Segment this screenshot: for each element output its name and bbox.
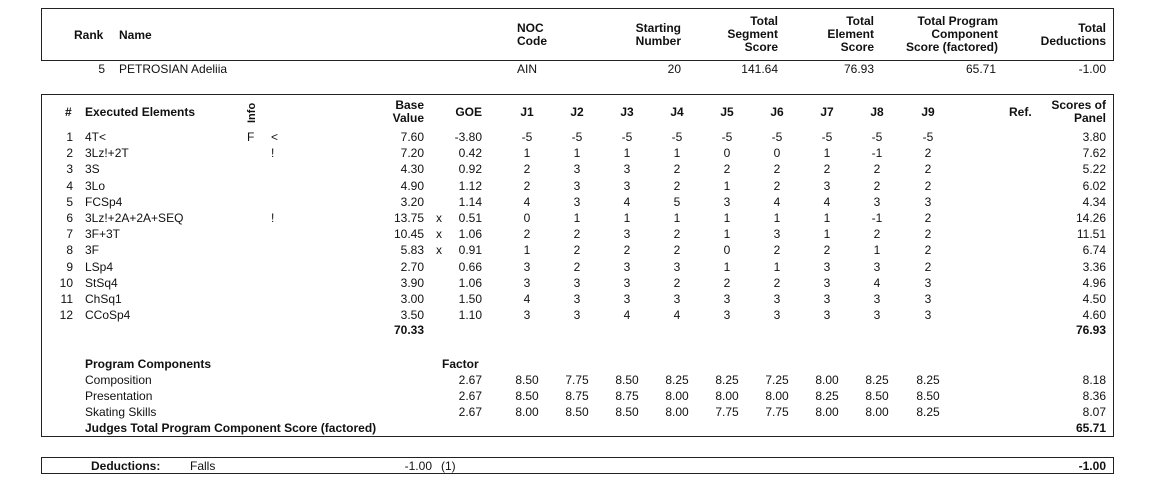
component-judge-score-j7: 8.25: [815, 389, 839, 403]
judge-header-j3: J3: [620, 105, 634, 119]
element-name: LSp4: [85, 259, 114, 274]
element-judge-score-j5: 2: [723, 162, 731, 177]
element-judge-score-j6: 4: [773, 194, 781, 209]
element-number: 6: [66, 211, 73, 225]
element-judge-score-j7: 3: [823, 292, 831, 306]
component-judge-score-j3: 8.75: [615, 389, 639, 403]
element-judge-score-j8: -1: [871, 146, 883, 161]
element-name: FCSp4: [85, 194, 123, 209]
element-judge-score-j5: 1: [723, 227, 731, 242]
element-judge-score-j7: 1: [823, 211, 831, 225]
component-judge-score-j1: 8.50: [515, 373, 539, 387]
component-judge-score-j6: 7.25: [765, 373, 789, 387]
component-judge-score-j9: 8.25: [916, 405, 940, 419]
component-factor: 2.67: [458, 405, 482, 419]
element-judge-score-j1: 2: [523, 227, 531, 242]
element-number: 8: [66, 243, 73, 258]
pcs-header-line3: Score (factored): [905, 40, 998, 54]
component-panel-score: 8.36: [1082, 389, 1106, 403]
noc-header-line2: Code: [517, 34, 547, 48]
element-judge-score-j7: 3: [823, 259, 831, 274]
element-judge-score-j4: 1: [673, 146, 681, 161]
element-judge-score-j4: 3: [673, 259, 681, 274]
element-judge-score-j7: 4: [823, 194, 831, 209]
judge-header-j6: J6: [770, 105, 784, 119]
element-base-value: 2.70: [400, 259, 424, 274]
component-judge-score-j4: 8.25: [665, 373, 689, 387]
component-panel-score: 8.18: [1082, 373, 1106, 387]
element-base-value: 5.83: [400, 243, 424, 258]
element-judge-score-j9: 2: [924, 162, 932, 177]
element-judge-score-j3: 3: [623, 292, 631, 306]
deductions-label: Deductions:: [91, 459, 161, 473]
element-judge-score-j9: 2: [924, 178, 932, 193]
component-judge-score-j8: 8.25: [865, 373, 889, 387]
element-base-value: 3.20: [400, 194, 424, 209]
element-judge-score-j6: 2: [773, 275, 781, 290]
pcs-total-label: Judges Total Program Component Score (factored): [85, 421, 377, 435]
component-judge-score-j5: 7.75: [715, 405, 739, 419]
component-factor: 2.67: [458, 389, 482, 403]
element-judge-score-j7: 1: [823, 227, 831, 242]
component-judge-score-j9: 8.50: [916, 389, 940, 403]
factor-header: Factor: [442, 357, 479, 371]
element-base-value: 13.75: [393, 211, 424, 225]
deductions-total: -1.00: [1078, 459, 1106, 473]
element-judge-score-j3: 2: [623, 243, 631, 258]
element-judge-score-j4: 5: [673, 194, 681, 209]
element-number: 5: [66, 194, 73, 209]
element-judge-score-j1: 3: [523, 308, 531, 323]
element-score-header-line2: Element: [827, 27, 874, 41]
element-judge-score-j8: 2: [873, 227, 881, 242]
element-score-header: [790, 15, 874, 54]
element-judge-score-j7: 3: [823, 308, 831, 323]
element-judge-score-j5: 1: [723, 259, 731, 274]
component-judge-score-j4: 8.00: [665, 389, 689, 403]
skater-rank: 5: [98, 62, 105, 76]
element-judge-score-j7: -5: [821, 130, 833, 144]
pcs-header-line1: Total Program: [917, 14, 998, 28]
element-judge-score-j9: 2: [924, 259, 932, 274]
component-judge-score-j7: 8.00: [815, 405, 839, 419]
element-base-value: 3.00: [400, 292, 424, 306]
element-judge-score-j8: 4: [873, 275, 881, 290]
deductions-header-line2: Deductions: [1040, 34, 1106, 48]
element-judge-score-j9: 3: [924, 292, 932, 306]
element-judge-score-j8: 3: [873, 259, 881, 274]
base-value-header: [380, 99, 424, 125]
element-judge-score-j4: 2: [673, 162, 681, 177]
element-goe: 0.51: [458, 211, 482, 225]
element-number: 10: [59, 275, 73, 290]
element-base-value: 10.45: [393, 227, 424, 242]
element-judge-score-j5: -5: [721, 130, 733, 144]
component-name: Skating Skills: [85, 405, 157, 419]
element-goe: 0.91: [458, 243, 482, 258]
element-judge-score-j5: 3: [723, 292, 731, 306]
element-goe: 0.92: [458, 162, 482, 177]
element-judge-score-j2: -5: [571, 130, 583, 144]
component-judge-score-j2: 8.75: [565, 389, 589, 403]
element-judge-score-j2: 1: [573, 146, 581, 161]
component-judge-score-j4: 8.00: [665, 405, 689, 419]
element-judge-score-j3: 3: [623, 275, 631, 290]
component-judge-score-j7: 8.00: [815, 373, 839, 387]
pcs-total-score: 65.71: [1075, 421, 1106, 435]
element-goe: 1.14: [458, 194, 482, 209]
element-judge-score-j5: 3: [723, 308, 731, 323]
element-judge-score-j6: 2: [773, 162, 781, 177]
element-number: 11: [60, 292, 73, 306]
component-judge-score-j1: 8.50: [515, 389, 539, 403]
skater-starting-number: 20: [667, 62, 681, 76]
base-value-header-line1: Base: [395, 98, 424, 112]
element-name: 3Lz!+2T: [85, 146, 129, 161]
elements-score-total: 76.93: [1075, 323, 1106, 337]
noc-header: [517, 22, 547, 48]
judge-header-j5: J5: [720, 105, 734, 119]
element-judge-score-j8: 3: [873, 308, 881, 323]
element-judge-score-j9: -5: [922, 130, 934, 144]
element-base-value: 7.60: [400, 130, 424, 144]
element-judge-score-j1: 1: [523, 146, 531, 161]
element-panel-score: 4.50: [1082, 292, 1106, 306]
element-info-mark: <: [271, 130, 279, 144]
element-judge-score-j2: 3: [573, 178, 581, 193]
element-judge-score-j5: 0: [723, 146, 731, 161]
element-panel-score: 5.22: [1082, 162, 1106, 177]
element-judge-score-j3: 3: [623, 227, 631, 242]
element-judge-score-j8: -5: [871, 130, 883, 144]
element-judge-score-j3: 3: [623, 162, 631, 177]
element-name: 3F+3T: [85, 227, 121, 242]
element-number: 1: [66, 130, 73, 144]
skater-deductions: -1.00: [1078, 62, 1106, 76]
element-judge-score-j2: 3: [573, 194, 581, 209]
element-judge-score-j3: 1: [623, 146, 631, 161]
element-judge-score-j9: 2: [924, 211, 932, 225]
element-panel-score: 3.80: [1082, 130, 1106, 144]
element-judge-score-j6: 1: [773, 259, 781, 274]
deductions-type: Falls: [190, 459, 216, 473]
element-bonus-marker: x: [436, 243, 442, 258]
element-judge-score-j1: 1: [523, 243, 531, 258]
element-judge-score-j9: 3: [924, 194, 932, 209]
element-score-header-line1: Total: [846, 14, 874, 28]
element-judge-score-j3: 1: [623, 211, 631, 225]
element-goe: 1.06: [458, 227, 482, 242]
judge-header-j9: J9: [921, 105, 935, 119]
element-judge-score-j8: 3: [873, 194, 881, 209]
judge-header-j2: J2: [570, 105, 584, 119]
element-bonus-marker: x: [436, 211, 442, 225]
element-judge-score-j6: 2: [773, 178, 781, 193]
element-judge-score-j3: -5: [621, 130, 633, 144]
skater-element-score: 76.93: [843, 62, 874, 76]
skater-noc: AIN: [517, 62, 538, 76]
element-judge-score-j3: 4: [623, 194, 631, 209]
skater-segment-score: 141.64: [741, 62, 778, 76]
base-value-header-line2: Value: [392, 111, 424, 125]
component-panel-score: 8.07: [1082, 405, 1106, 419]
executed-elements-header: Executed Elements: [85, 105, 196, 119]
element-judge-score-j2: 2: [573, 259, 581, 274]
judge-header-j4: J4: [670, 105, 684, 119]
component-judge-score-j5: 8.00: [715, 389, 739, 403]
component-factor: 2.67: [458, 373, 482, 387]
element-panel-score: 6.02: [1082, 178, 1106, 193]
element-judge-score-j4: 1: [673, 211, 681, 225]
element-judge-score-j1: 2: [523, 162, 531, 177]
element-judge-score-j6: 3: [773, 227, 781, 242]
element-judge-score-j4: 3: [673, 292, 681, 306]
component-judge-score-j8: 8.50: [865, 389, 889, 403]
element-panel-score: 11.51: [1076, 227, 1106, 242]
element-judge-score-j9: 2: [924, 146, 932, 161]
name-header: Name: [119, 28, 152, 42]
element-base-value: 3.50: [400, 308, 424, 323]
deductions-header-line1: Total: [1078, 21, 1106, 35]
element-judge-score-j1: 3: [523, 275, 531, 290]
element-judge-score-j4: 4: [673, 308, 681, 323]
element-judge-score-j2: 3: [573, 275, 581, 290]
component-judge-score-j9: 8.25: [916, 373, 940, 387]
element-number-header: #: [65, 105, 72, 119]
component-judge-score-j6: 7.75: [765, 405, 789, 419]
judge-header-j7: J7: [820, 105, 834, 119]
element-name: CCoSp4: [85, 308, 131, 323]
element-judge-score-j1: 2: [523, 178, 531, 193]
element-judge-score-j9: 2: [924, 243, 932, 258]
element-number: 2: [66, 146, 73, 161]
element-name: StSq4: [85, 275, 118, 290]
element-judge-score-j7: 3: [823, 178, 831, 193]
element-panel-score: 4.34: [1082, 194, 1106, 209]
element-judge-score-j3: 4: [623, 308, 631, 323]
element-number: 7: [66, 227, 73, 242]
segment-score-header: [690, 15, 778, 54]
element-bonus-marker: x: [436, 227, 442, 242]
element-judge-score-j1: -5: [521, 130, 533, 144]
element-base-value: 4.90: [400, 178, 424, 193]
component-judge-score-j3: 8.50: [615, 373, 639, 387]
info-header: Info: [246, 102, 258, 123]
element-goe: 1.06: [458, 275, 482, 290]
component-judge-score-j2: 7.75: [565, 373, 589, 387]
element-name: 3F: [85, 243, 100, 258]
element-judge-score-j4: -5: [671, 130, 683, 144]
starting-number-header-line2: Number: [635, 34, 681, 48]
component-judge-score-j3: 8.50: [615, 405, 639, 419]
element-base-value: 7.20: [400, 146, 424, 161]
element-judge-score-j2: 3: [573, 292, 581, 306]
element-info-flag: F: [247, 130, 255, 144]
starting-number-header-line1: Starting: [635, 21, 681, 35]
element-judge-score-j3: 3: [623, 178, 631, 193]
element-number: 4: [66, 178, 73, 193]
starting-number-header: [600, 22, 681, 48]
element-judge-score-j4: 2: [673, 227, 681, 242]
element-judge-score-j6: -5: [771, 130, 783, 144]
element-judge-score-j9: 3: [924, 308, 932, 323]
deductions-count: (1): [441, 459, 456, 473]
element-judge-score-j6: 1: [773, 211, 781, 225]
element-name: 3Lz!+2A+2A+SEQ: [85, 211, 184, 225]
element-base-value: 4.30: [400, 162, 424, 177]
element-info-mark: !: [271, 211, 275, 225]
element-panel-score: 7.62: [1082, 146, 1106, 161]
segment-score-header-line3: Score: [744, 40, 778, 54]
element-judge-score-j8: -1: [871, 211, 883, 225]
element-judge-score-j2: 3: [573, 162, 581, 177]
element-score-header-line3: Score: [840, 40, 874, 54]
element-judge-score-j5: 3: [723, 194, 731, 209]
component-judge-score-j5: 8.25: [715, 373, 739, 387]
element-judge-score-j6: 3: [773, 308, 781, 323]
element-judge-score-j1: 4: [523, 292, 531, 306]
goe-header: GOE: [455, 105, 482, 119]
element-judge-score-j1: 4: [523, 194, 531, 209]
element-judge-score-j5: 1: [723, 211, 731, 225]
judge-header-j1: J1: [520, 105, 534, 119]
element-judge-score-j7: 3: [823, 275, 831, 290]
program-components-title: Program Components: [85, 357, 212, 371]
element-judge-score-j2: 2: [573, 227, 581, 242]
element-number: 12: [59, 308, 73, 323]
scores-of-panel-header-line2: Panel: [1073, 111, 1106, 125]
element-goe: -3.80: [454, 130, 482, 144]
judge-header-j8: J8: [870, 105, 884, 119]
scores-of-panel-header: [1030, 99, 1106, 125]
deductions-header: [1010, 22, 1106, 48]
element-judge-score-j4: 2: [673, 243, 681, 258]
skater-name: PETROSIAN Adeliia: [119, 62, 228, 76]
element-judge-score-j9: 3: [924, 275, 932, 290]
element-judge-score-j4: 2: [673, 178, 681, 193]
element-panel-score: 4.60: [1082, 308, 1106, 323]
element-judge-score-j2: 2: [573, 243, 581, 258]
element-goe: 1.50: [458, 292, 482, 306]
element-judge-score-j2: 3: [573, 308, 581, 323]
element-judge-score-j8: 1: [873, 243, 881, 258]
component-name: Presentation: [85, 389, 153, 403]
element-judge-score-j8: 3: [873, 292, 881, 306]
segment-score-header-line1: Total: [750, 14, 778, 28]
element-judge-score-j5: 1: [723, 178, 731, 193]
element-base-value: 3.90: [400, 275, 424, 290]
skater-pcs: 65.71: [965, 62, 996, 76]
element-judge-score-j7: 1: [823, 146, 831, 161]
element-number: 3: [66, 162, 73, 177]
element-panel-score: 14.26: [1075, 211, 1106, 225]
element-goe: 1.10: [458, 308, 482, 323]
element-judge-score-j1: 3: [523, 259, 531, 274]
element-judge-score-j9: 2: [924, 227, 932, 242]
element-judge-score-j8: 2: [873, 162, 881, 177]
component-name: Composition: [85, 373, 152, 387]
scores-of-panel-header-line1: Scores of: [1051, 98, 1106, 112]
element-judge-score-j5: 0: [723, 243, 731, 258]
element-goe: 0.66: [458, 259, 482, 274]
element-judge-score-j1: 0: [523, 211, 531, 225]
segment-score-header-line2: Segment: [727, 27, 778, 41]
element-panel-score: 6.74: [1082, 243, 1106, 258]
rank-header: Rank: [74, 28, 104, 42]
component-judge-score-j8: 8.00: [865, 405, 889, 419]
element-judge-score-j4: 2: [673, 275, 681, 290]
element-judge-score-j7: 2: [823, 243, 831, 258]
element-goe: 0.42: [458, 146, 482, 161]
element-number: 9: [66, 259, 73, 274]
element-name: 4T<: [85, 130, 107, 144]
element-name: 3Lo: [85, 178, 106, 193]
element-judge-score-j5: 2: [723, 275, 731, 290]
element-judge-score-j8: 2: [873, 178, 881, 193]
pcs-header-line2: Component: [931, 27, 998, 41]
noc-header-line1: NOC: [517, 21, 544, 35]
element-panel-score: 4.96: [1082, 275, 1106, 290]
element-goe: 1.12: [458, 178, 482, 193]
component-judge-score-j6: 8.00: [765, 389, 789, 403]
base-value-total: 70.33: [393, 323, 424, 337]
element-panel-score: 3.36: [1082, 259, 1106, 274]
element-name: 3S: [85, 162, 100, 177]
element-judge-score-j6: 3: [773, 292, 781, 306]
element-judge-score-j2: 1: [573, 211, 581, 225]
deductions-value: -1.00: [404, 459, 432, 473]
element-judge-score-j7: 2: [823, 162, 831, 177]
element-judge-score-j6: 2: [773, 243, 781, 258]
element-info-mark: !: [271, 146, 275, 161]
element-judge-score-j6: 0: [773, 146, 781, 161]
component-judge-score-j2: 8.50: [565, 405, 589, 419]
ref-header: Ref.: [1009, 105, 1032, 119]
element-judge-score-j3: 3: [623, 259, 631, 274]
pcs-header: [880, 15, 998, 54]
element-name: ChSq1: [85, 292, 122, 306]
component-judge-score-j1: 8.00: [515, 405, 539, 419]
